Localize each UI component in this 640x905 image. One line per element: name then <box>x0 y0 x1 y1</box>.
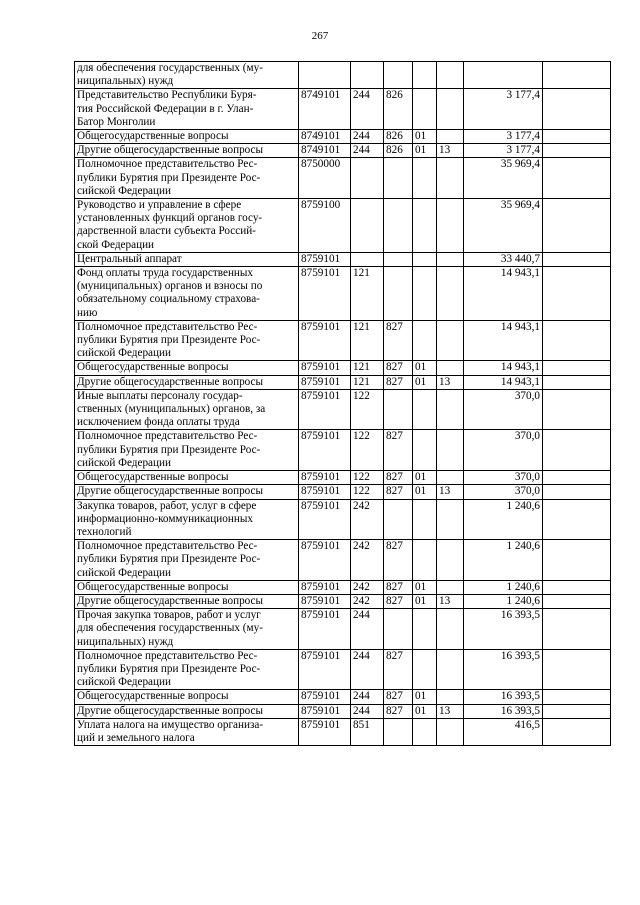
row-amount: 14 943,1 <box>464 267 543 321</box>
row-extra <box>543 89 611 130</box>
table-row <box>75 649 611 690</box>
table-row <box>75 499 611 540</box>
row-section: 01 <box>413 130 437 144</box>
table-row <box>75 252 611 266</box>
row-subsection <box>437 649 464 690</box>
row-target-article: 8759101 <box>299 267 351 321</box>
row-subsection <box>437 718 464 745</box>
row-target-article: 8759101 <box>299 540 351 581</box>
row-subsection <box>437 158 464 199</box>
row-expense-type: 122 <box>351 389 384 430</box>
row-amount: 14 943,1 <box>464 320 543 361</box>
row-target-article: 8759101 <box>299 389 351 430</box>
row-department <box>384 158 413 199</box>
row-section <box>413 89 437 130</box>
row-extra <box>543 130 611 144</box>
row-target-article: 8759101 <box>299 320 351 361</box>
table-row <box>75 718 611 745</box>
row-amount: 16 393,5 <box>464 690 543 704</box>
row-section <box>413 499 437 540</box>
row-extra <box>543 389 611 430</box>
row-expense-type: 242 <box>351 540 384 581</box>
row-extra <box>543 540 611 581</box>
row-expense-type: 242 <box>351 499 384 540</box>
row-expense-type: 121 <box>351 320 384 361</box>
row-name: Общегосударственные вопросы <box>75 690 299 704</box>
row-name: Закупка товаров, работ, услуг в сфере информационно-коммуникационных технологий <box>75 499 299 540</box>
row-amount: 33 440,7 <box>464 252 543 266</box>
row-name: Уплата налога на имущество организа- ций и земельного налога <box>75 718 299 745</box>
row-target-article: 8759101 <box>299 580 351 594</box>
row-extra <box>543 649 611 690</box>
row-target-article <box>299 62 351 89</box>
row-department <box>384 609 413 650</box>
row-amount: 370,0 <box>464 389 543 430</box>
row-amount: 416,5 <box>464 718 543 745</box>
row-target-article: 8759101 <box>299 499 351 540</box>
row-department: 827 <box>384 375 413 389</box>
row-name: Общегосударственные вопросы <box>75 130 299 144</box>
table-row <box>75 389 611 430</box>
row-section: 01 <box>413 690 437 704</box>
row-section <box>413 389 437 430</box>
row-name: Общегосударственные вопросы <box>75 471 299 485</box>
row-section <box>413 430 437 471</box>
page-number: 267 <box>311 30 329 42</box>
row-expense-type: 121 <box>351 267 384 321</box>
row-expense-type: 122 <box>351 485 384 499</box>
row-extra <box>543 704 611 718</box>
budget-table <box>74 61 611 746</box>
row-target-article: 8749101 <box>299 130 351 144</box>
row-target-article: 8759101 <box>299 471 351 485</box>
row-name: Центральный аппарат <box>75 252 299 266</box>
row-subsection <box>437 267 464 321</box>
row-name: Руководство и управление в сфере установленных функций органов госу- дарственной власти субъекта Россий- ской Федерации <box>75 199 299 253</box>
row-department: 827 <box>384 649 413 690</box>
row-extra <box>543 62 611 89</box>
row-target-article: 8750000 <box>299 158 351 199</box>
row-amount: 14 943,1 <box>464 375 543 389</box>
row-amount: 35 969,4 <box>464 158 543 199</box>
row-department: 827 <box>384 690 413 704</box>
row-target-article: 8759100 <box>299 199 351 253</box>
row-amount: 16 393,5 <box>464 704 543 718</box>
row-extra <box>543 320 611 361</box>
row-extra <box>543 718 611 745</box>
row-amount <box>464 62 543 89</box>
row-expense-type: 242 <box>351 594 384 608</box>
budget-table-body <box>75 62 611 746</box>
row-extra <box>543 580 611 594</box>
row-extra <box>543 375 611 389</box>
row-target-article: 8759101 <box>299 704 351 718</box>
row-amount: 3 177,4 <box>464 89 543 130</box>
table-row <box>75 704 611 718</box>
row-subsection: 13 <box>437 594 464 608</box>
row-target-article: 8759101 <box>299 430 351 471</box>
row-name: Полномочное представительство Рес- публики Бурятия при Президенте Рос- сийской Федерации <box>75 158 299 199</box>
row-expense-type: 244 <box>351 144 384 158</box>
row-name: Другие общегосударственные вопросы <box>75 375 299 389</box>
row-name: Иные выплаты персоналу государ- ственных (муниципальных) органов, за исключением фонда оплаты труда <box>75 389 299 430</box>
row-department: 827 <box>384 704 413 718</box>
row-department: 827 <box>384 471 413 485</box>
row-subsection <box>437 540 464 581</box>
table-row <box>75 130 611 144</box>
table-row <box>75 89 611 130</box>
row-section <box>413 320 437 361</box>
row-section <box>413 609 437 650</box>
row-subsection <box>437 252 464 266</box>
row-name: Другие общегосударственные вопросы <box>75 144 299 158</box>
row-amount: 16 393,5 <box>464 609 543 650</box>
row-department: 827 <box>384 361 413 375</box>
row-subsection <box>437 499 464 540</box>
row-section: 01 <box>413 580 437 594</box>
table-row <box>75 430 611 471</box>
row-subsection: 13 <box>437 704 464 718</box>
row-subsection <box>437 609 464 650</box>
row-name: Представительство Республики Буря- тия Российской Федерации в г. Улан- Батор Монголии <box>75 89 299 130</box>
row-name: Другие общегосударственные вопросы <box>75 485 299 499</box>
row-target-article: 8759101 <box>299 594 351 608</box>
row-subsection: 13 <box>437 485 464 499</box>
row-amount: 16 393,5 <box>464 649 543 690</box>
row-extra <box>543 471 611 485</box>
row-expense-type <box>351 199 384 253</box>
table-row <box>75 609 611 650</box>
table-row <box>75 144 611 158</box>
row-subsection <box>437 580 464 594</box>
row-department <box>384 389 413 430</box>
row-section: 01 <box>413 471 437 485</box>
row-subsection <box>437 361 464 375</box>
row-extra <box>543 485 611 499</box>
row-extra <box>543 199 611 253</box>
row-amount: 370,0 <box>464 430 543 471</box>
row-amount: 1 240,6 <box>464 540 543 581</box>
row-amount: 14 943,1 <box>464 361 543 375</box>
row-section <box>413 718 437 745</box>
row-expense-type: 244 <box>351 649 384 690</box>
row-amount: 3 177,4 <box>464 130 543 144</box>
row-extra <box>543 430 611 471</box>
row-name: Полномочное представительство Рес- публики Бурятия при Президенте Рос- сийской Федерации <box>75 320 299 361</box>
row-name: Другие общегосударственные вопросы <box>75 704 299 718</box>
row-name: Другие общегосударственные вопросы <box>75 594 299 608</box>
row-section <box>413 199 437 253</box>
row-department: 827 <box>384 540 413 581</box>
row-subsection <box>437 389 464 430</box>
table-row <box>75 540 611 581</box>
row-target-article: 8759101 <box>299 252 351 266</box>
row-department: 827 <box>384 594 413 608</box>
row-subsection <box>437 320 464 361</box>
row-expense-type: 244 <box>351 609 384 650</box>
row-extra <box>543 158 611 199</box>
row-subsection <box>437 199 464 253</box>
table-row <box>75 471 611 485</box>
row-subsection: 13 <box>437 375 464 389</box>
row-department: 827 <box>384 430 413 471</box>
row-extra <box>543 609 611 650</box>
table-row <box>75 320 611 361</box>
row-expense-type: 121 <box>351 361 384 375</box>
row-name: Полномочное представительство Рес- публики Бурятия при Президенте Рос- сийской Федерации <box>75 649 299 690</box>
table-row <box>75 580 611 594</box>
row-subsection <box>437 89 464 130</box>
row-department <box>384 499 413 540</box>
row-department: 827 <box>384 320 413 361</box>
row-department: 826 <box>384 144 413 158</box>
table-row <box>75 594 611 608</box>
row-subsection <box>437 62 464 89</box>
row-expense-type <box>351 252 384 266</box>
row-expense-type: 851 <box>351 718 384 745</box>
row-subsection: 13 <box>437 144 464 158</box>
row-name: Полномочное представительство Рес- публики Бурятия при Президенте Рос- сийской Федерации <box>75 540 299 581</box>
row-target-article: 8749101 <box>299 89 351 130</box>
row-section <box>413 62 437 89</box>
table-row <box>75 158 611 199</box>
row-expense-type: 122 <box>351 430 384 471</box>
row-department <box>384 62 413 89</box>
table-row <box>75 361 611 375</box>
row-target-article: 8759101 <box>299 718 351 745</box>
row-expense-type: 244 <box>351 89 384 130</box>
row-department <box>384 267 413 321</box>
row-expense-type: 122 <box>351 471 384 485</box>
table-row <box>75 375 611 389</box>
row-target-article: 8759101 <box>299 690 351 704</box>
row-department <box>384 718 413 745</box>
row-expense-type: 244 <box>351 130 384 144</box>
row-name: Прочая закупка товаров, работ и услуг для обеспечения государственных (му- ниципальных) нужд <box>75 609 299 650</box>
row-department <box>384 199 413 253</box>
row-target-article: 8759101 <box>299 609 351 650</box>
row-extra <box>543 252 611 266</box>
row-department: 826 <box>384 130 413 144</box>
row-expense-type: 242 <box>351 580 384 594</box>
row-amount: 1 240,6 <box>464 594 543 608</box>
row-name: для обеспечения государственных (му- ниципальных) нужд <box>75 62 299 89</box>
table-row <box>75 267 611 321</box>
row-department: 827 <box>384 485 413 499</box>
row-target-article: 8759101 <box>299 485 351 499</box>
row-section: 01 <box>413 704 437 718</box>
table-row <box>75 690 611 704</box>
row-section <box>413 267 437 321</box>
row-expense-type: 244 <box>351 690 384 704</box>
row-target-article: 8759101 <box>299 649 351 690</box>
row-expense-type: 244 <box>351 704 384 718</box>
row-subsection <box>437 471 464 485</box>
row-department <box>384 252 413 266</box>
row-subsection <box>437 430 464 471</box>
row-amount: 1 240,6 <box>464 499 543 540</box>
row-name: Полномочное представительство Рес- публики Бурятия при Президенте Рос- сийской Федерации <box>75 430 299 471</box>
row-department: 826 <box>384 89 413 130</box>
row-target-article: 8759101 <box>299 361 351 375</box>
row-amount: 370,0 <box>464 471 543 485</box>
row-department: 827 <box>384 580 413 594</box>
row-expense-type: 121 <box>351 375 384 389</box>
row-expense-type <box>351 62 384 89</box>
row-section: 01 <box>413 594 437 608</box>
row-extra <box>543 267 611 321</box>
row-section: 01 <box>413 485 437 499</box>
row-expense-type <box>351 158 384 199</box>
row-extra <box>543 594 611 608</box>
row-section: 01 <box>413 375 437 389</box>
row-section: 01 <box>413 361 437 375</box>
row-name: Общегосударственные вопросы <box>75 580 299 594</box>
row-section <box>413 649 437 690</box>
row-section <box>413 252 437 266</box>
row-amount: 35 969,4 <box>464 199 543 253</box>
row-section: 01 <box>413 144 437 158</box>
row-amount: 1 240,6 <box>464 580 543 594</box>
row-name: Фонд оплаты труда государственных (муниципальных) органов и взносы по обязательному социальному страхова- нию <box>75 267 299 321</box>
row-target-article: 8759101 <box>299 375 351 389</box>
row-amount: 370,0 <box>464 485 543 499</box>
row-extra <box>543 361 611 375</box>
table-row <box>75 62 611 89</box>
row-name: Общегосударственные вопросы <box>75 361 299 375</box>
row-extra <box>543 499 611 540</box>
table-row <box>75 485 611 499</box>
row-target-article: 8749101 <box>299 144 351 158</box>
row-amount: 3 177,4 <box>464 144 543 158</box>
row-extra <box>543 690 611 704</box>
table-row <box>75 199 611 253</box>
row-subsection <box>437 130 464 144</box>
row-section <box>413 158 437 199</box>
row-extra <box>543 144 611 158</box>
row-section <box>413 540 437 581</box>
row-subsection <box>437 690 464 704</box>
